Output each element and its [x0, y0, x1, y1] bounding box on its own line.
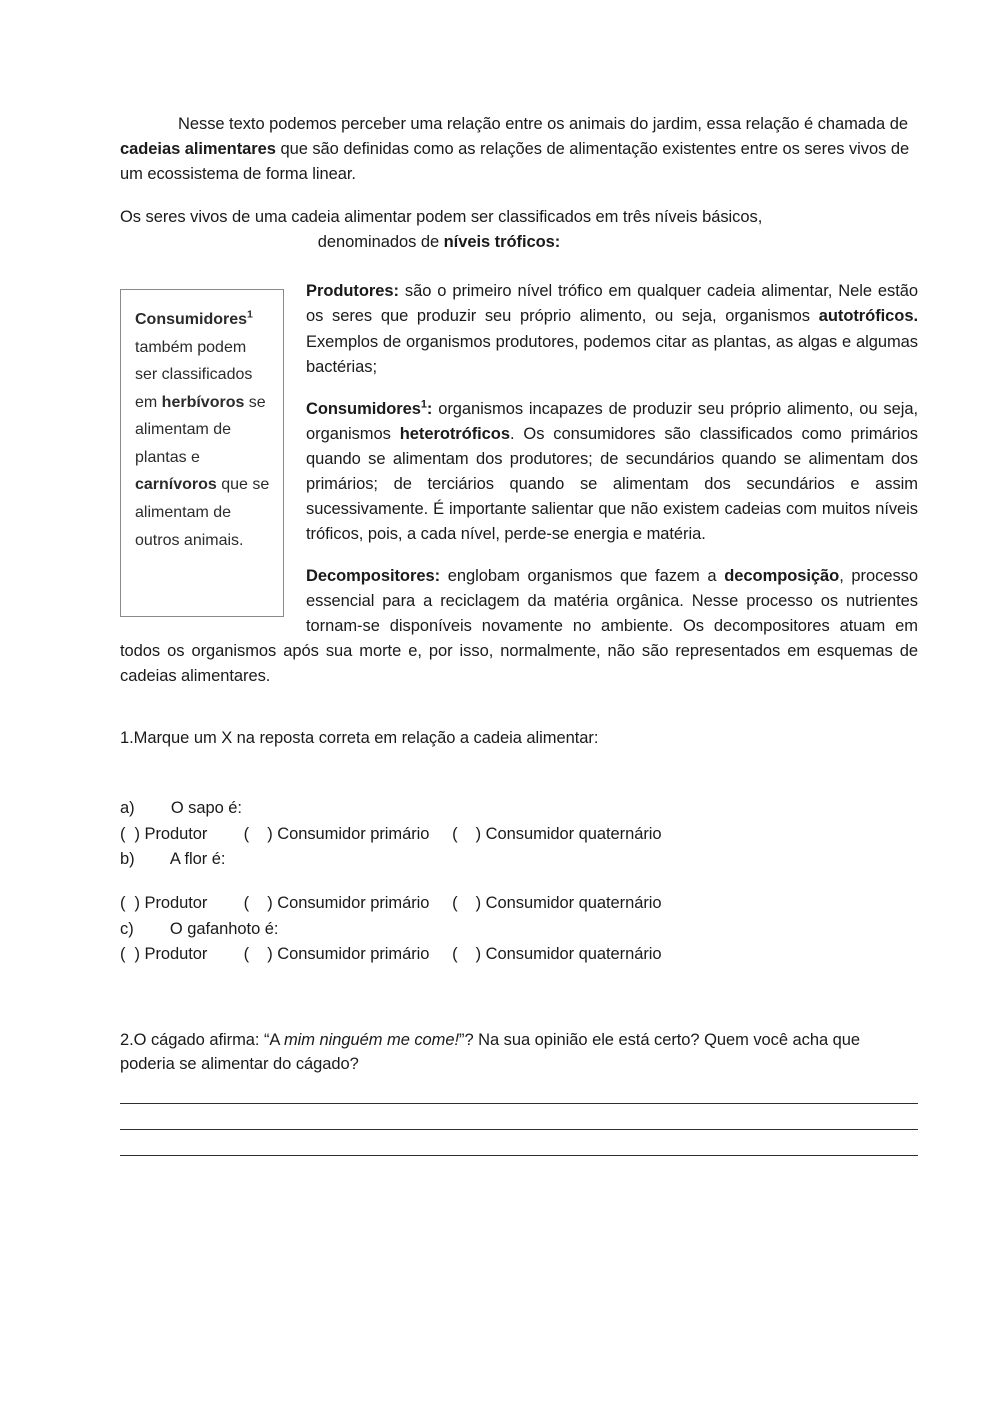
- subtitle-line-2: [120, 230, 918, 255]
- questions-section: [120, 690, 918, 1157]
- question-2-italic-quote: mim ninguém me come!: [283, 1030, 460, 1049]
- question-1-item-b: [120, 847, 918, 916]
- note-box-text-1: também podem ser classificados em: [135, 338, 253, 411]
- question-1-prompt: 1.Marque um X na reposta correta em relação a cadeia alimentar:: [120, 728, 599, 747]
- intro-bold-cadeias-alimentares: cadeias alimentares: [120, 140, 276, 159]
- note-box-lead: [135, 311, 253, 328]
- item-a-label: a) O sapo é:: [120, 799, 242, 818]
- question-1-item-c: [120, 917, 918, 968]
- consumidores-bold-heterotroficos: heterotróficos: [399, 424, 510, 443]
- note-box-text-2: se alimentam de plantas e: [135, 393, 266, 466]
- intro-paragraph: [120, 112, 918, 187]
- item-a-options[interactable]: ( ) Produtor ( ) Consumidor primário ( ) Consumidor quaternário: [120, 824, 662, 843]
- item-b-label: b) A flor é:: [120, 850, 226, 869]
- subtitle-bold-niveis-troficos: níveis tróficos:: [443, 233, 561, 252]
- intro-text-part1: Nesse texto podemos perceber uma relação entre os animais do jardim, essa relação é chamada de: [178, 115, 908, 133]
- produtores-text-2: Exemplos de organismos produtores, podemos citar as plantas, as algas e algumas bactérias;: [306, 332, 918, 376]
- document-content: [120, 112, 918, 1181]
- note-box-bold-herbivoros: herbívoros: [161, 393, 245, 411]
- consumidores-heading-text: Consumidores: [306, 399, 421, 418]
- question-2-suffix: ”? Na sua opinião ele está certo? Quem você acha que poderia se alimentar do cágado?: [120, 1030, 861, 1074]
- question-1-item-a: [120, 796, 918, 847]
- consumidores-heading: [306, 400, 432, 418]
- decompositores-bold-decomposicao: decomposição: [724, 567, 840, 586]
- consumidores-heading-superscript: 1: [420, 398, 427, 411]
- produtores-heading: Produtores:: [306, 282, 399, 301]
- intro-text-part2: que são definidas como as relações de alimentação existentes entre os seres vivos de um ecossistema de forma linear.: [120, 140, 910, 184]
- subtitle-line-1: Os seres vivos de uma cadeia alimentar podem ser classificados em três níveis básicos,: [120, 208, 763, 227]
- answer-line-3[interactable]: [120, 1155, 918, 1156]
- subtitle-block: [120, 205, 918, 255]
- note-box-bold-carnivoros: carnívoros: [135, 476, 217, 494]
- answer-lines[interactable]: [120, 1103, 918, 1156]
- consumidores-text-2: . Os consumidores são classificados como primários quando se alimentam dos produtores; de secundários quando se alimentam dos primários; de terciários quando se alimentam dos secundários e assim sucessivamente. É importante salientar que não existem cadeias com muitos níveis tróficos, pois, a cada nível, perde-se energia e matéria.: [306, 424, 918, 544]
- decompositores-text-2: , processo essencial para a reciclagem da matéria orgânica. Nesse processo os nutrientes tornam-se disponíveis novamente no ambiente. Os decompositores atuam em todos os organismos após sua morte e, por isso, normalmente, não são representados em esquemas de cadeias alimentares.: [120, 567, 918, 686]
- decompositores-text-1: englobam organismos que fazem a: [440, 567, 725, 586]
- note-box-consumidores: [120, 289, 284, 617]
- item-b-options[interactable]: ( ) Produtor ( ) Consumidor primário ( ) Consumidor quaternário: [120, 894, 662, 912]
- trophic-levels-section: [120, 279, 918, 689]
- consumidores-heading-colon: :: [426, 399, 433, 418]
- spacer-b: [120, 873, 918, 891]
- question-2-prompt: [120, 1028, 918, 1078]
- produtores-text-1: são o primeiro nível trófico em qualquer cadeia alimentar, Nele estão os seres que produzir seu próprio alimento, ou seja, organismos: [306, 282, 918, 326]
- consumidores-text-1: organismos incapazes de produzir seu próprio alimento, ou seja, organismos: [306, 399, 918, 443]
- subtitle-line-2-prefix: denominados de: [317, 233, 444, 252]
- note-box-text-3: que se alimentam de outros animais.: [135, 476, 270, 549]
- question-1-items: [120, 796, 918, 967]
- item-c-label: c) O gafanhoto é:: [120, 919, 279, 938]
- decompositores-heading: Decompositores:: [306, 567, 441, 586]
- note-box-lead-superscript: 1: [247, 309, 253, 322]
- note-box-lead-text: Consumidores: [135, 311, 248, 329]
- answer-line-2[interactable]: [120, 1129, 918, 1130]
- question-2-prefix: 2.O cágado afirma: “A: [120, 1030, 284, 1049]
- produtores-bold-autotroficos: autotróficos.: [818, 307, 918, 326]
- answer-line-1[interactable]: [120, 1103, 918, 1104]
- item-c-options[interactable]: ( ) Produtor ( ) Consumidor primário ( ) Consumidor quaternário: [120, 945, 662, 964]
